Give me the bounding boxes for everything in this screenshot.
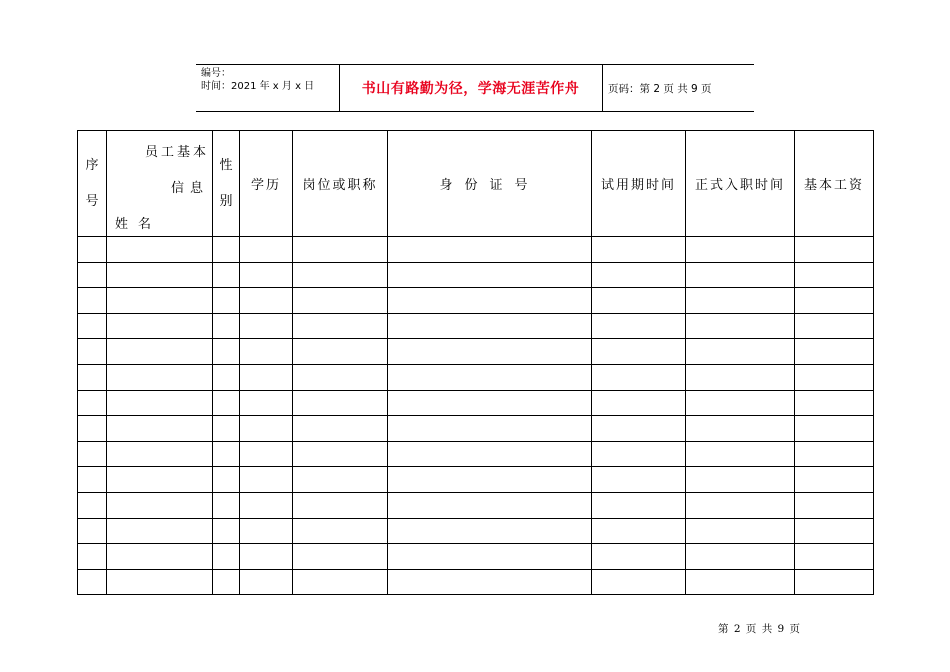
table-cell[interactable] (686, 518, 795, 544)
table-cell[interactable] (686, 390, 795, 416)
table-cell[interactable] (686, 441, 795, 467)
table-row (78, 544, 874, 570)
table-cell[interactable] (240, 339, 293, 365)
table-cell[interactable] (293, 339, 388, 365)
table-cell[interactable] (78, 313, 107, 339)
table-cell[interactable] (686, 288, 795, 314)
table-cell[interactable] (592, 544, 686, 570)
table-cell[interactable] (78, 364, 107, 390)
employee-info-table (77, 130, 874, 595)
table-cell[interactable] (592, 518, 686, 544)
table-cell[interactable] (107, 262, 213, 288)
column-header-id-number: 身份证号 (388, 131, 592, 237)
table-row (78, 441, 874, 467)
table-cell[interactable] (78, 262, 107, 288)
table-cell[interactable] (388, 441, 592, 467)
table-cell[interactable] (107, 441, 213, 467)
table-cell[interactable] (388, 390, 592, 416)
table-cell[interactable] (795, 313, 874, 339)
table-cell[interactable] (78, 492, 107, 518)
table-cell[interactable] (107, 288, 213, 314)
table-row (78, 518, 874, 544)
table-row (78, 339, 874, 365)
table-cell[interactable] (240, 237, 293, 263)
table-row (78, 313, 874, 339)
table-cell[interactable] (107, 492, 213, 518)
table-cell[interactable] (107, 237, 213, 263)
column-header-seq (78, 131, 107, 237)
table-cell[interactable] (213, 339, 240, 365)
table-cell[interactable] (240, 467, 293, 493)
employee-info-mid: 信息 (170, 181, 209, 196)
gender-char-1: 性 (219, 157, 233, 173)
table-cell[interactable] (795, 441, 874, 467)
table-cell[interactable] (213, 544, 240, 570)
table-cell[interactable] (592, 364, 686, 390)
table-cell[interactable] (592, 288, 686, 314)
table-cell[interactable] (107, 416, 213, 442)
seq-char-1: 序 (85, 157, 99, 173)
table-cell[interactable] (592, 569, 686, 595)
header-bottom-rule (196, 111, 754, 112)
table-cell[interactable] (592, 313, 686, 339)
table-cell[interactable] (78, 416, 107, 442)
table-cell[interactable] (240, 441, 293, 467)
header-meta (201, 67, 314, 93)
table-row (78, 416, 874, 442)
table-cell[interactable] (795, 492, 874, 518)
table-cell[interactable] (78, 569, 107, 595)
table-cell[interactable] (795, 569, 874, 595)
table-cell[interactable] (686, 569, 795, 595)
table-cell[interactable] (213, 364, 240, 390)
table-cell[interactable] (388, 288, 592, 314)
table-cell[interactable] (592, 467, 686, 493)
time-label: 时间：2021 年 x 月 x 日 (201, 81, 315, 92)
table-cell[interactable] (592, 492, 686, 518)
table-cell[interactable] (388, 569, 592, 595)
table-cell[interactable] (213, 313, 240, 339)
table-cell[interactable] (107, 518, 213, 544)
table-header-row (78, 131, 874, 237)
gender-char-2: 别 (219, 193, 233, 209)
table-row (78, 288, 874, 314)
employee-name-label: 姓名 (115, 217, 162, 232)
page-footer: 第 2 页 共 9 页 (718, 623, 802, 635)
table-cell[interactable] (213, 518, 240, 544)
table-cell[interactable] (592, 416, 686, 442)
table-cell[interactable] (213, 237, 240, 263)
table-cell[interactable] (78, 441, 107, 467)
table-row (78, 492, 874, 518)
table-cell[interactable] (107, 313, 213, 339)
table-cell[interactable] (795, 518, 874, 544)
table-cell[interactable] (213, 569, 240, 595)
table-cell[interactable] (388, 237, 592, 263)
table-cell[interactable] (213, 492, 240, 518)
table-cell[interactable] (240, 544, 293, 570)
table-cell[interactable] (686, 364, 795, 390)
table-cell[interactable] (686, 544, 795, 570)
table-cell[interactable] (795, 262, 874, 288)
table-cell[interactable] (78, 288, 107, 314)
column-header-hire-date: 正式入职时间 (686, 131, 795, 237)
table-cell[interactable] (592, 441, 686, 467)
table-cell[interactable] (686, 492, 795, 518)
table-cell[interactable] (388, 262, 592, 288)
column-header-gender (213, 131, 240, 237)
table-cell[interactable] (240, 492, 293, 518)
table-cell[interactable] (107, 339, 213, 365)
serial-number-label: 编号： (201, 68, 231, 79)
table-cell[interactable] (78, 467, 107, 493)
table-cell[interactable] (388, 313, 592, 339)
table-cell[interactable] (686, 339, 795, 365)
table-cell[interactable] (592, 390, 686, 416)
table-row (78, 569, 874, 595)
table-cell[interactable] (213, 390, 240, 416)
table-cell[interactable] (213, 288, 240, 314)
table-cell[interactable] (795, 364, 874, 390)
table-cell[interactable] (686, 313, 795, 339)
table-row (78, 364, 874, 390)
header-divider (602, 64, 603, 112)
table-cell[interactable] (388, 364, 592, 390)
table-cell[interactable] (388, 416, 592, 442)
table-cell[interactable] (795, 467, 874, 493)
employee-info-top: 员工基本 (144, 145, 209, 160)
table-cell[interactable] (293, 544, 388, 570)
table-cell[interactable] (388, 339, 592, 365)
table-cell[interactable] (686, 262, 795, 288)
column-header-employee-info (107, 131, 213, 237)
table-cell[interactable] (592, 262, 686, 288)
table-cell[interactable] (240, 288, 293, 314)
table-cell[interactable] (213, 262, 240, 288)
table-row (78, 390, 874, 416)
table-cell[interactable] (686, 467, 795, 493)
table-cell[interactable] (293, 569, 388, 595)
table-cell[interactable] (795, 416, 874, 442)
table-cell[interactable] (293, 492, 388, 518)
table-cell[interactable] (107, 390, 213, 416)
table-cell[interactable] (107, 467, 213, 493)
header-top-rule (196, 64, 754, 65)
column-header-probation: 试用期时间 (592, 131, 686, 237)
table-cell[interactable] (240, 569, 293, 595)
table-cell[interactable] (240, 262, 293, 288)
table-cell[interactable] (107, 364, 213, 390)
header-page-info: 页码：第 2 页 共 9 页 (608, 83, 712, 95)
table-cell[interactable] (293, 390, 388, 416)
table-row (78, 237, 874, 263)
table-cell[interactable] (293, 416, 388, 442)
table-cell[interactable] (240, 518, 293, 544)
column-header-salary: 基本工资 (795, 131, 874, 237)
table-cell[interactable] (388, 544, 592, 570)
seq-char-2: 号 (85, 193, 99, 209)
table-cell[interactable] (795, 339, 874, 365)
table-cell[interactable] (78, 518, 107, 544)
table-row (78, 262, 874, 288)
header-motto: 书山有路勤为径，学海无涯苦作舟 (361, 81, 580, 97)
table-row (78, 467, 874, 493)
table-cell[interactable] (686, 237, 795, 263)
table-cell[interactable] (293, 467, 388, 493)
table-cell[interactable] (240, 416, 293, 442)
table-cell[interactable] (107, 569, 213, 595)
table-cell[interactable] (293, 441, 388, 467)
table-cell[interactable] (592, 339, 686, 365)
table-cell[interactable] (293, 288, 388, 314)
table-cell[interactable] (240, 313, 293, 339)
table-cell[interactable] (293, 313, 388, 339)
table-cell[interactable] (686, 416, 795, 442)
table-cell[interactable] (213, 416, 240, 442)
table-cell[interactable] (795, 544, 874, 570)
table-cell[interactable] (107, 544, 213, 570)
table-cell[interactable] (293, 262, 388, 288)
table-cell[interactable] (795, 237, 874, 263)
table-cell[interactable] (293, 237, 388, 263)
table-cell[interactable] (240, 364, 293, 390)
table-cell[interactable] (795, 390, 874, 416)
document-header (196, 64, 754, 112)
table-cell[interactable] (388, 492, 592, 518)
table-cell[interactable] (78, 390, 107, 416)
table-cell[interactable] (213, 467, 240, 493)
column-header-education: 学历 (240, 131, 293, 237)
column-header-position: 岗位或职称 (293, 131, 388, 237)
table-cell[interactable] (78, 237, 107, 263)
table-cell[interactable] (78, 339, 107, 365)
table-cell[interactable] (388, 518, 592, 544)
table-cell[interactable] (240, 390, 293, 416)
table-cell[interactable] (592, 237, 686, 263)
table-cell[interactable] (795, 288, 874, 314)
table-cell[interactable] (78, 544, 107, 570)
table-body (78, 237, 874, 595)
table-cell[interactable] (293, 518, 388, 544)
table-cell[interactable] (213, 441, 240, 467)
table-cell[interactable] (388, 467, 592, 493)
table-cell[interactable] (293, 364, 388, 390)
